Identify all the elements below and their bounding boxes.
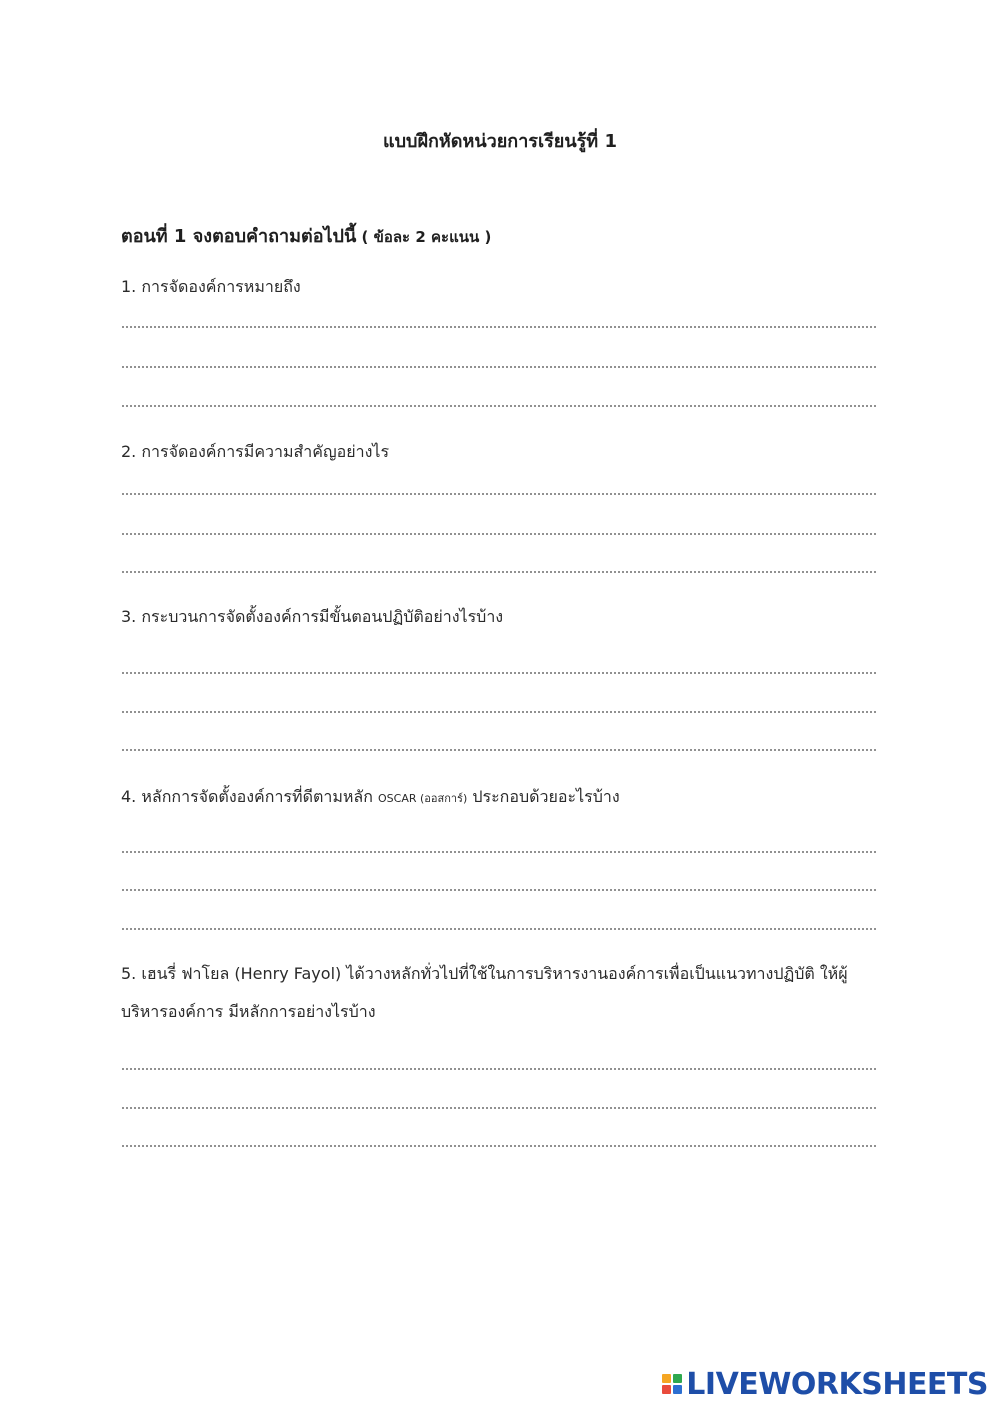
answer-line[interactable] [121,1068,878,1070]
question-1: 1. การจัดองค์การหมายถึง [121,277,301,296]
answer-line[interactable] [121,672,878,674]
answer-line[interactable] [121,326,878,328]
logo-square [662,1385,671,1394]
logo-square [673,1374,682,1383]
question-4-oscar: OSCAR (ออสการ์) [378,792,468,805]
section-heading-points: ( ข้อละ 2 คะแนน ) [356,228,492,246]
answer-line[interactable] [121,405,878,407]
worksheet-title: แบบฝึกหัดหน่วยการเรียนรู้ที่ 1 [383,131,617,152]
answer-line[interactable] [121,571,878,573]
logo-text: LIVEWORKSHEETS [686,1366,988,1402]
answer-line[interactable] [121,533,878,535]
answer-line[interactable] [121,366,878,368]
answer-line[interactable] [121,889,878,891]
question-4 [121,778,881,818]
section-heading [121,221,491,250]
answer-line[interactable] [121,493,878,495]
section-heading-main: ตอนที่ 1 จงตอบคำถามต่อไปนี้ [121,226,357,247]
question-2: 2. การจัดองค์การมีความสำคัญอย่างไร [121,442,390,461]
answer-line[interactable] [121,928,878,930]
answer-line[interactable] [121,711,878,713]
liveworksheets-logo [662,1364,988,1404]
question-5: 5. เฮนรี่ ฟาโยล (Henry Fayol) ได้วางหลักทั่วไปที่ใช้ในการบริหารงานองค์การเพื่อเป็นแนวทางปฏิบัติ ให้ผู้บริหารองค์การ มีหลักการอย่างไรบ้าง [121,964,848,1021]
question-4-text-before: 4. หลักการจัดตั้งองค์การที่ดีตามหลัก [121,787,378,806]
answer-line[interactable] [121,749,878,751]
answer-line[interactable] [121,1145,878,1147]
answer-line[interactable] [121,1107,878,1109]
logo-square [673,1385,682,1394]
answer-line[interactable] [121,851,878,853]
logo-square [662,1374,671,1383]
question-3: 3. กระบวนการจัดตั้งองค์การมีขั้นตอนปฏิบัติอย่างไรบ้าง [121,607,504,626]
logo-mark-icon [662,1374,682,1394]
question-4-text-after: ประกอบด้วยอะไรบ้าง [467,787,620,806]
